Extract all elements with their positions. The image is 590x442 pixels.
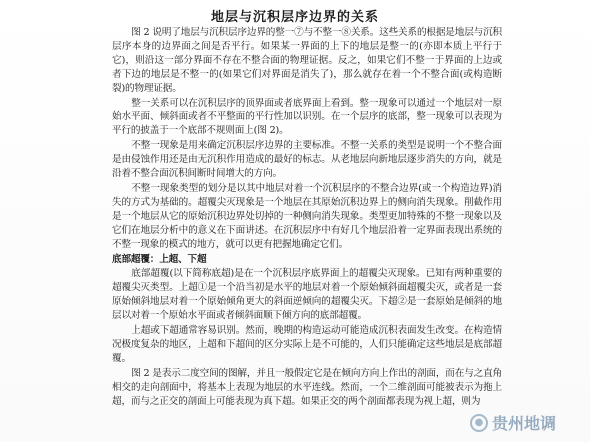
wechat-icon: ●	[470, 414, 488, 432]
watermark-text: 贵州地调	[491, 414, 556, 433]
watermark	[470, 411, 556, 434]
paragraph-1: 图 2 说明了地层与沉积层序边界的整一⑦与不整一⑧关系。这些关系的根据是地层与沉积层序本身的边界面之间是否平行。如果某一界面的上下的地层是整一的(亦即本质上平行于它)，则沿这一部分界面不存在不整合面的物理证据。反之，如果它们不整一于界面的上边或者下边的地层是不整一的(如果它们对界面是消失了)，那么就存在着一个不整合面(或构造断裂)的物理证据。	[112, 27, 502, 94]
paragraph-4: 不整一现象类型的划分是以其中地层对着一个沉积层序的不整合边界(或一个构造边界)消失的方式为基础的。超覆尖灭现象是一个地层在其原始沉积边界上的侧向消失现象。削截作用是一个地层从它的原始沉积边界处切掉的一种侧向消失现象。类型更加特殊的不整一现象以及它们在地层分析中的意义在下面讲述。在沉积层序中有好几个地层沿着一定界面表现出系统的不整一现象的模式的地方，就可以更有把握地确定它们。	[112, 182, 502, 250]
section-heading: 底部超覆：上超、下超	[112, 253, 207, 265]
paragraph-2: 整一关系可以在沉积层序的顶界面或者底界面上看到。整一现象可以通过一个地层对一原始水平面、倾斜面或者不平整面的平行性加以识别。在一个层序的底部，整一现象可以表现为平行的披盖于一个底部不规则面上(图 2)。	[112, 97, 502, 137]
paragraph-5: 底部超覆(以下简称底超)是在一个沉积层序底界面上的超覆尖灭现象。已知有两种重要的超覆尖灭类型。上超①是一个沿当初是水平的地层对着一个原始倾斜面超覆尖灭，或者是一套原始倾斜地层对着一个原始倾角更大的斜面逆倾向的超覆尖灭。下超②是一套原始是倾斜的地层以对着一个原始水平面或者倾斜面顺下倾方向的底部超覆。	[112, 268, 502, 322]
paragraph-3: 不整一现象是用来确定沉积层序边界的主要标准。不整一关系的类型是说明一个不整合面是由侵蚀作用还是由无沉积作用造成的最好的标志。从老地层向新地层逐步消失的方向，就是沿着不整合面沉积间断时间增大的方向。	[112, 140, 502, 180]
document-body	[112, 26, 502, 409]
paragraph-6: 上超或下超通常容易识别。然而，晚期的构造运动可能造成沉积表面发生改变。在构造情况极度复杂的地区，上超和下超间的区分实际上是不可能的，人们只能确定这些地层是底部超覆。	[112, 325, 502, 364]
paragraph-7: 图 2 是表示二度空间的图解，并且一般假定它是在倾向方向上作出的剖面，而在与之直角相交的走向剖面中，将基本上表现为地层的水平连线。然而，一个二维剖面可能被表示为拖上超，而与之正交的剖面上可能表现为真下超。如果正交的两个剖面都表现为视上超，则为	[112, 367, 502, 407]
page-title: 地层与沉积层序边界的关系	[210, 10, 379, 25]
